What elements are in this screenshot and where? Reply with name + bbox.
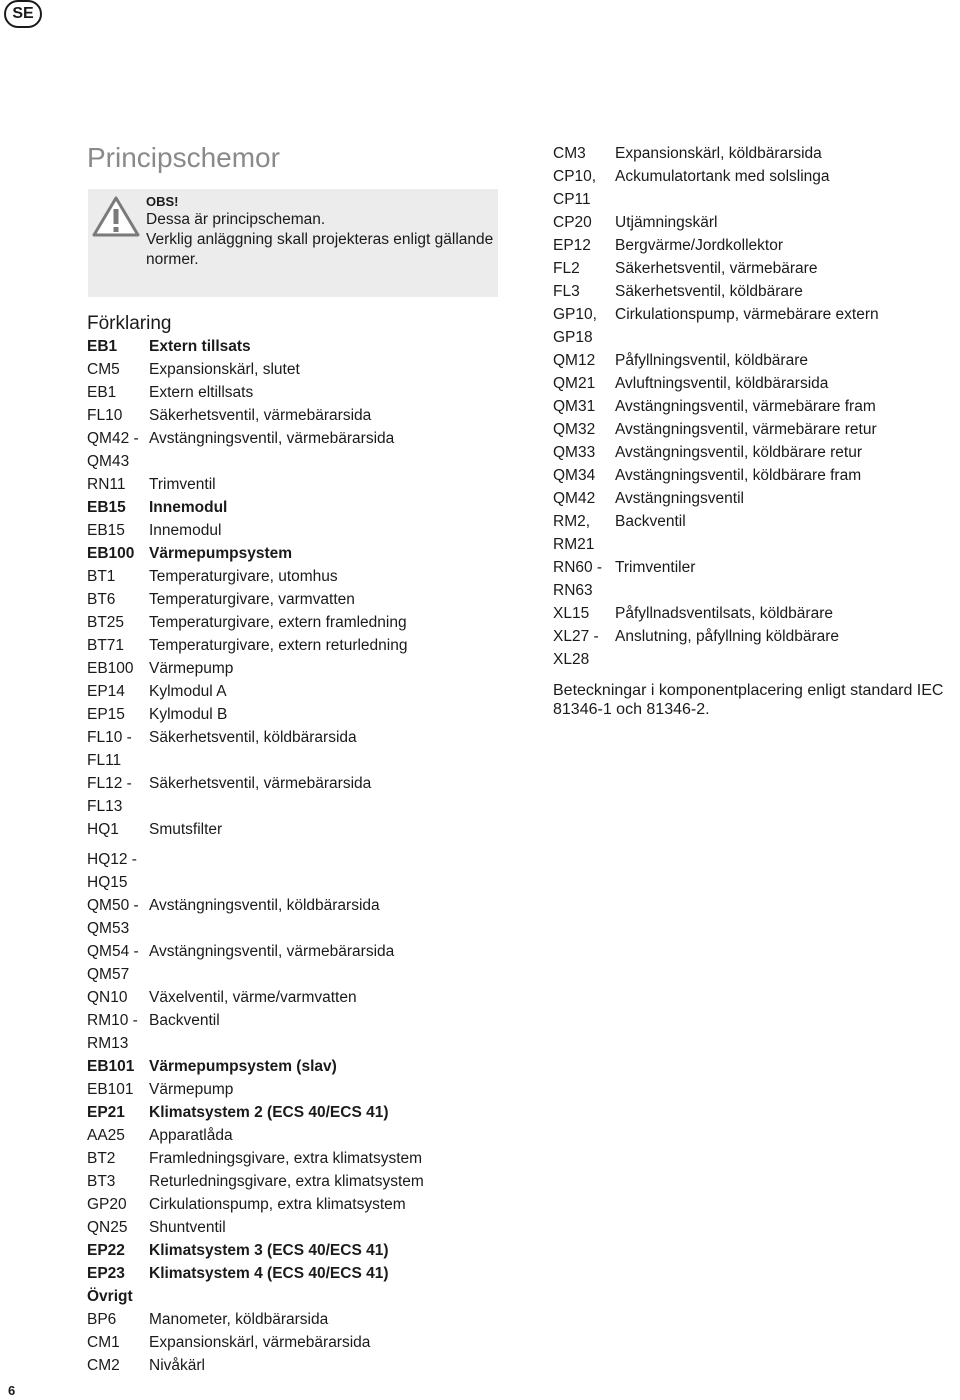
legend-description: Klimatsystem 4 (ECS 40/ECS 41) — [149, 1265, 389, 1282]
legend-description: Värmepump — [149, 660, 234, 677]
language-badge: SE — [4, 0, 42, 28]
legend-row — [87, 1147, 517, 1170]
obs-line-1: Dessa är principscheman. — [146, 211, 326, 228]
legend-description: Extern eltillsats — [149, 384, 254, 401]
legend-description: Avstängningsventil, värmebärarsida — [149, 430, 395, 447]
legend-row — [553, 211, 958, 234]
legend-row — [553, 418, 958, 441]
legend-list-right — [553, 142, 958, 671]
legend-description: Backventil — [149, 1012, 220, 1029]
legend-row — [87, 894, 517, 940]
legend-description: Avstängningsventil, värmebärare fram — [615, 398, 876, 415]
legend-code: FL2 — [553, 260, 580, 277]
legend-row — [553, 602, 958, 625]
legend-row — [87, 1193, 517, 1216]
legend-row — [87, 1009, 517, 1055]
legend-description: Innemodul — [149, 499, 228, 516]
legend-description: Värmepumpsystem (slav) — [149, 1058, 337, 1075]
legend-description: Anslutning, påfyllning köldbärare — [615, 628, 840, 645]
legend-description: Säkerhetsventil, värmebärarsida — [149, 407, 372, 424]
legend-code: RM10 - RM13 — [87, 1012, 138, 1052]
legend-code: EB1 — [87, 338, 118, 355]
legend-row — [553, 464, 958, 487]
legend-description: Expansionskärl, slutet — [149, 361, 300, 378]
legend-row — [87, 1055, 517, 1078]
page-number: 6 — [8, 1383, 16, 1398]
legend-row — [87, 404, 517, 427]
legend-code: FL10 - FL11 — [87, 729, 132, 769]
legend-description: Växelventil, värme/varmvatten — [149, 989, 357, 1006]
legend-row — [553, 234, 958, 257]
legend-description — [149, 848, 517, 894]
legend-code: RN60 - RN63 — [553, 559, 603, 599]
legend-description: Shuntventil — [149, 1219, 226, 1236]
obs-heading: OBS! — [146, 194, 179, 209]
legend-code: QM54 - QM57 — [87, 943, 139, 983]
legend-row — [87, 940, 517, 986]
legend-description: Klimatsystem 2 (ECS 40/ECS 41) — [149, 1104, 389, 1121]
legend-description: Avstängningsventil, köldbärare fram — [615, 467, 862, 484]
legend-description: Värmepumpsystem — [149, 545, 293, 562]
legend-code: QM42 - QM43 — [87, 430, 139, 470]
legend-code: FL12 - FL13 — [87, 775, 132, 815]
legend-row — [87, 611, 517, 634]
legend-code: EP23 — [87, 1265, 125, 1282]
legend-code: CM1 — [87, 1334, 120, 1351]
legend-description: Avluftningsventil, köldbärarsida — [615, 375, 829, 392]
legend-code: FL3 — [553, 283, 580, 300]
legend-code: EB100 — [87, 660, 134, 677]
legend-code: EP21 — [87, 1104, 125, 1121]
legend-code: BT71 — [87, 637, 125, 654]
legend-row — [553, 395, 958, 418]
legend-description — [133, 1285, 517, 1308]
legend-description: Påfyllnadsventilsats, köldbärare — [615, 605, 833, 622]
legend-code: EB101 — [87, 1081, 134, 1098]
legend-description: Påfyllningsventil, köldbärare — [615, 352, 808, 369]
legend-row — [553, 303, 958, 349]
legend-code: QM50 - QM53 — [87, 897, 139, 937]
legend-description: Extern tillsats — [149, 338, 251, 355]
legend-code: BT2 — [87, 1150, 116, 1167]
legend-row — [87, 1101, 517, 1124]
legend-description: Avstängningsventil, värmebärarsida — [149, 943, 395, 960]
legend-row — [553, 349, 958, 372]
legend-description: Trimventil — [149, 476, 216, 493]
legend-row — [87, 1308, 517, 1331]
legend-description: Kylmodul A — [149, 683, 227, 700]
legend-code: Övrigt — [87, 1288, 133, 1305]
legend-row — [87, 335, 517, 358]
legend-code: EB15 — [87, 499, 126, 516]
legend-row — [87, 358, 517, 381]
legend-row — [553, 165, 958, 211]
legend-row — [87, 542, 517, 565]
legend-row — [87, 1239, 517, 1262]
legend-code: XL15 — [553, 605, 590, 622]
legend-description: Värmepump — [149, 1081, 234, 1098]
legend-row — [553, 625, 958, 671]
legend-code: QN10 — [87, 989, 128, 1006]
legend-code: RM2, RM21 — [553, 513, 595, 553]
legend-description: Trimventiler — [615, 559, 696, 576]
legend-row — [87, 818, 517, 841]
legend-row — [87, 473, 517, 496]
warning-icon — [92, 195, 140, 237]
legend-code: EB15 — [87, 522, 125, 539]
legend-row — [553, 280, 958, 303]
legend-code: HQ12 - HQ15 — [87, 851, 137, 891]
legend-description: Temperaturgivare, extern returledning — [149, 637, 408, 654]
legend-row — [553, 556, 958, 602]
legend-description: Cirkulationspump, extra klimatsystem — [149, 1196, 406, 1213]
page-title: Principschemor — [87, 142, 280, 173]
legend-code: QN25 — [87, 1219, 128, 1236]
legend-row — [87, 1354, 517, 1377]
legend-code: QM33 — [553, 444, 596, 461]
legend-list-left — [87, 335, 517, 1377]
legend-description: Avstängningsventil, köldbärare retur — [615, 444, 862, 461]
legend-code: BT25 — [87, 614, 125, 631]
legend-code: XL27 - XL28 — [553, 628, 599, 668]
legend-code: BT3 — [87, 1173, 116, 1190]
legend-code: EP14 — [87, 683, 125, 700]
legend-description: Temperaturgivare, extern framledning — [149, 614, 407, 631]
legend-row — [553, 487, 958, 510]
legend-description: Nivåkärl — [149, 1357, 205, 1374]
legend-code: EP15 — [87, 706, 125, 723]
legend-code: GP20 — [87, 1196, 127, 1213]
legend-code: FL10 — [87, 407, 123, 424]
legend-row — [87, 588, 517, 611]
legend-code: RN11 — [87, 476, 126, 493]
legend-row — [553, 441, 958, 464]
legend-description: Bergvärme/Jordkollektor — [615, 237, 783, 254]
legend-row — [87, 1262, 517, 1285]
legend-code: CM3 — [553, 145, 586, 162]
legend-title: Förklaring — [87, 313, 172, 334]
standard-footnote: Beteckningar i komponentplacering enligt standard IEC 81346-1 och 81346-2. — [553, 682, 944, 718]
legend-code: QM21 — [553, 375, 596, 392]
legend-row — [87, 427, 517, 473]
legend-description: Kylmodul B — [149, 706, 228, 723]
legend-row — [553, 257, 958, 280]
obs-note — [88, 189, 498, 297]
legend-row — [87, 496, 517, 519]
legend-row — [87, 381, 517, 404]
legend-description: Cirkulationspump, värmebärare extern — [615, 306, 879, 323]
legend-description: Framledningsgivare, extra klimatsystem — [149, 1150, 423, 1167]
legend-code: AA25 — [87, 1127, 125, 1144]
legend-row — [87, 565, 517, 588]
legend-code: QM12 — [553, 352, 596, 369]
legend-code: QM31 — [553, 398, 596, 415]
legend-row — [553, 142, 958, 165]
legend-description: Temperaturgivare, varmvatten — [149, 591, 355, 608]
legend-row — [87, 1331, 517, 1354]
legend-code: CM2 — [87, 1357, 120, 1374]
legend-description: Avstängningsventil — [615, 490, 744, 507]
legend-description: Temperaturgivare, utomhus — [149, 568, 338, 585]
legend-code: CP10, CP11 — [553, 168, 597, 208]
legend-code: CM5 — [87, 361, 120, 378]
legend-description: Expansionskärl, köldbärarsida — [615, 145, 822, 162]
legend-description: Klimatsystem 3 (ECS 40/ECS 41) — [149, 1242, 389, 1259]
legend-row — [87, 634, 517, 657]
legend-row — [87, 1170, 517, 1193]
legend-code: BT1 — [87, 568, 116, 585]
legend-row — [87, 848, 517, 894]
legend-row — [87, 726, 517, 772]
legend-description: Innemodul — [149, 522, 222, 539]
legend-code: EB100 — [87, 545, 135, 562]
legend-code: BP6 — [87, 1311, 117, 1328]
legend-row — [87, 1216, 517, 1239]
legend-row — [87, 1078, 517, 1101]
legend-description: Säkerhetsventil, värmebärarsida — [149, 775, 372, 792]
legend-code: QM42 — [553, 490, 596, 507]
legend-description: Expansionskärl, värmebärarsida — [149, 1334, 371, 1351]
legend-row — [87, 772, 517, 818]
legend-description: Avstängningsventil, värmebärare retur — [615, 421, 877, 438]
legend-description: Avstängningsventil, köldbärarsida — [149, 897, 380, 914]
legend-code: CP20 — [553, 214, 592, 231]
legend-description: Säkerhetsventil, värmebärare — [615, 260, 818, 277]
legend-code: EB101 — [87, 1058, 135, 1075]
legend-description: Ackumulatortank med solslinga — [615, 168, 830, 185]
legend-code: HQ1 — [87, 821, 119, 838]
legend-row — [87, 986, 517, 1009]
legend-row — [87, 703, 517, 726]
legend-row — [87, 680, 517, 703]
legend-code: EB1 — [87, 384, 117, 401]
legend-code: QM32 — [553, 421, 596, 438]
legend-row — [553, 372, 958, 395]
legend-code: EP22 — [87, 1242, 125, 1259]
legend-description: Manometer, köldbärarsida — [149, 1311, 329, 1328]
legend-code: GP10, GP18 — [553, 306, 597, 346]
legend-description: Returledningsgivare, extra klimatsystem — [149, 1173, 424, 1190]
legend-description: Apparatlåda — [149, 1127, 233, 1144]
obs-text — [146, 193, 496, 270]
legend-row — [87, 519, 517, 542]
legend-code: QM34 — [553, 467, 596, 484]
legend-code: EP12 — [553, 237, 591, 254]
legend-row — [553, 510, 958, 556]
legend-row — [87, 657, 517, 680]
legend-description: Utjämningskärl — [615, 214, 718, 231]
legend-row — [87, 1124, 517, 1147]
legend-description: Smutsfilter — [149, 821, 223, 838]
obs-line-2: Verklig anläggning skall projekteras enligt gällande normer. — [146, 231, 494, 268]
legend-code: BT6 — [87, 591, 116, 608]
legend-row — [87, 1285, 517, 1308]
legend-description: Backventil — [615, 513, 686, 530]
legend-description: Säkerhetsventil, köldbärarsida — [149, 729, 357, 746]
legend-description: Säkerhetsventil, köldbärare — [615, 283, 803, 300]
